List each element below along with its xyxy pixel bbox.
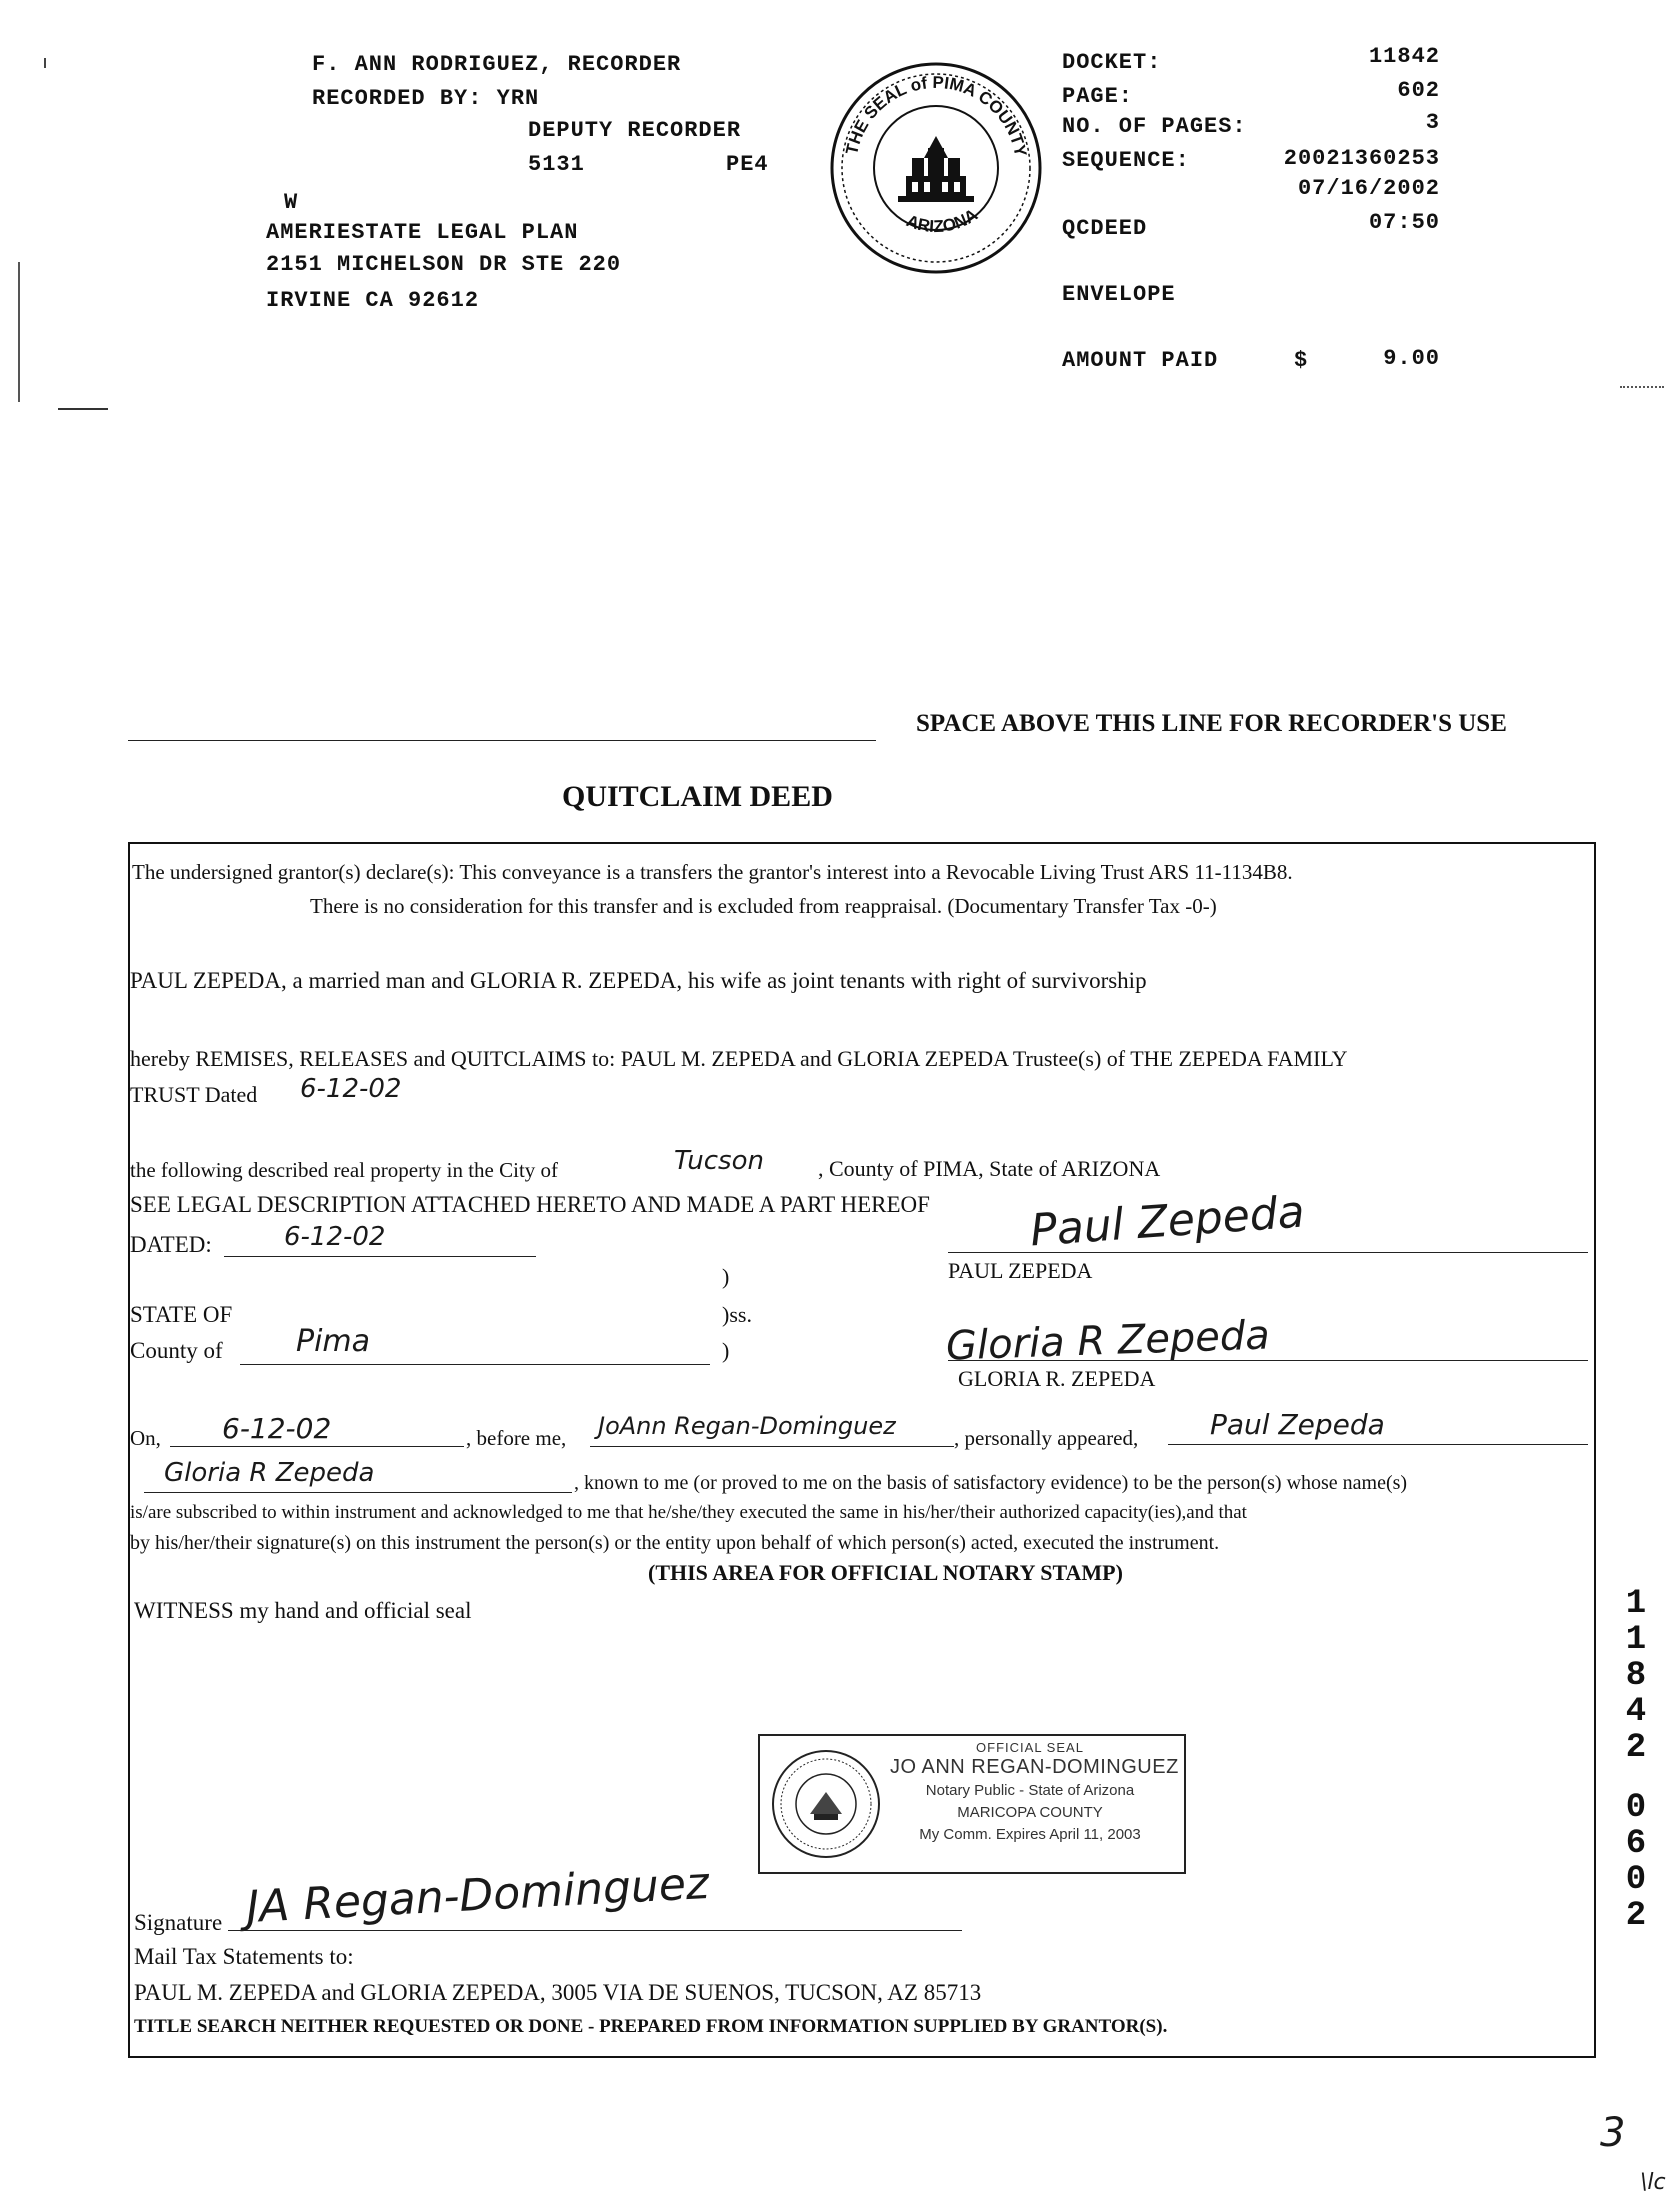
sequence-value: 20021360253 [1283, 146, 1440, 171]
docket-label: DOCKET: [1062, 50, 1162, 75]
notary-name-hand: JoAnn Regan-Dominguez [598, 1412, 896, 1440]
on-date-hand: 6-12-02 [222, 1412, 332, 1445]
stamp-official-seal: OFFICIAL SEAL [976, 1740, 1084, 1755]
appeared-line-2 [144, 1492, 572, 1493]
side-digit: 2 [1625, 1897, 1647, 1935]
page-label: PAGE: [1062, 84, 1134, 109]
on-date-line [170, 1446, 464, 1447]
stamp-county: MARICOPA COUNTY [957, 1804, 1103, 1821]
page-value: 602 [1397, 78, 1440, 103]
signature-paul: Paul Zepeda [1028, 1186, 1307, 1257]
before-me-label: , before me, [466, 1426, 567, 1450]
appeared-hand-2: Gloria R Zepeda [164, 1458, 375, 1488]
page-mark: 3 [1600, 2110, 1626, 2156]
recorder-code-1: 5131 [528, 152, 585, 177]
signature-text: by his/her/their signature(s) on this instrument the person(s) or the entity upon behalf of which person(s) acted, executed the instrument. [130, 1532, 1220, 1554]
remises-line: hereby REMISES, RELEASES and QUITCLAIMS to: PAUL M. ZEPEDA and GLORIA ZEPEDA Trustee(s) of THE ZEPEDA FAMILY [130, 1046, 1348, 1071]
return-city: IRVINE CA 92612 [266, 288, 480, 313]
side-digit: 0 [1625, 1789, 1647, 1827]
before-me-line [590, 1446, 954, 1447]
mail-address: PAUL M. ZEPEDA and GLORIA ZEPEDA, 3005 VIA DE SUENOS, TUCSON, AZ 85713 [134, 1980, 982, 2005]
signature-gloria: Gloria R Zepeda [945, 1312, 1271, 1370]
pima-county-seal [826, 58, 1046, 278]
county-line [240, 1364, 710, 1365]
signature-label: Signature [134, 1910, 223, 1935]
stamp-expires: My Comm. Expires April 11, 2003 [919, 1826, 1141, 1843]
side-digit: 0 [1625, 1861, 1647, 1899]
dated-label: DATED: [130, 1232, 212, 1257]
subscribed-text: is/are subscribed to within instrument and acknowledged to me that he/she/they executed the same in his/her/their authorized capacity(ies),and that [130, 1502, 1247, 1523]
trust-dated-label: TRUST Dated [130, 1082, 258, 1107]
notary-stamp [758, 1734, 1186, 1874]
side-digit: 2 [1625, 1729, 1647, 1767]
scan-mark-left [18, 262, 20, 402]
recorder-use-line [128, 740, 876, 741]
pages-label: NO. OF PAGES: [1062, 114, 1247, 139]
amount-value: 9.00 [1383, 346, 1440, 371]
recorded-by: RECORDED BY: YRN [312, 86, 540, 111]
side-digit: 6 [1625, 1825, 1647, 1863]
seal-text-top: THE SEAL of PIMA COUNTY [842, 72, 1031, 159]
sequence-label: SEQUENCE: [1062, 148, 1190, 173]
paren-1: ) [722, 1264, 730, 1289]
stamp-area-label: (THIS AREA FOR OFFICIAL NOTARY STAMP) [648, 1560, 1123, 1585]
legal-description: SEE LEGAL DESCRIPTION ATTACHED HERETO AND MADE A PART HEREOF [130, 1192, 930, 1217]
signer2-line [948, 1360, 1588, 1361]
corner-mark: \lc [1640, 2170, 1666, 2195]
side-digit: 8 [1625, 1657, 1647, 1695]
deed-title: QUITCLAIM DEED [562, 780, 833, 813]
dated-hand: 6-12-02 [284, 1222, 386, 1252]
side-docket-stamp [1616, 1586, 1656, 1934]
paren-2: ) [722, 1338, 730, 1363]
property-prefix: the following described real property in the City of [130, 1158, 559, 1182]
declare-line-2: There is no consideration for this transfer and is excluded from reappraisal. (Documentary Transfer Tax -0-) [310, 894, 1217, 918]
return-street: 2151 MICHELSON DR STE 220 [266, 252, 622, 277]
amount-label: AMOUNT PAID [1062, 348, 1219, 373]
scan-mark-dash [58, 408, 108, 410]
signature-line [228, 1930, 962, 1931]
doc-type: QCDEED [1062, 216, 1148, 241]
property-suffix: , County of PIMA, State of ARIZONA [818, 1156, 1161, 1181]
city-hand: Tucson [674, 1146, 764, 1176]
letter-w: W [284, 190, 299, 215]
signer1-name: PAUL ZEPEDA [948, 1258, 1093, 1283]
recorder-code-2: PE4 [726, 152, 769, 177]
stamp-name: JO ANN REGAN-DOMINGUEZ [890, 1756, 1179, 1778]
declare-line-1: The undersigned grantor(s) declare(s): This conveyance is a transfers the grantor's interest into a Revocable Living Trust ARS 11-1134B8. [132, 860, 1293, 884]
docket-value: 11842 [1368, 44, 1440, 69]
seal-text-bottom: ARIZONA [903, 205, 981, 237]
known-text: , known to me (or proved to me on the basis of satisfactory evidence) to be the person(s) whose name(s) [574, 1472, 1408, 1494]
stamp-title: Notary Public - State of Arizona [925, 1782, 1135, 1799]
recorder-use-label: SPACE ABOVE THIS LINE FOR RECORDER'S USE [916, 710, 1507, 737]
dated-line [224, 1256, 536, 1257]
ss-label: )ss. [722, 1302, 752, 1327]
scan-mark-top [44, 58, 46, 68]
side-digit: 1 [1625, 1621, 1647, 1659]
county-hand: Pima [296, 1324, 371, 1359]
record-date: 07/16/2002 [1297, 176, 1440, 201]
pages-value: 3 [1425, 110, 1440, 135]
return-name: AMERIESTATE LEGAL PLAN [266, 220, 579, 245]
recorder-name: F. ANN RODRIGUEZ, RECORDER [312, 52, 682, 77]
grantor-line: PAUL ZEPEDA, a married man and GLORIA R. ZEPEDA, his wife as joint tenants with right of survivorship [130, 968, 1147, 993]
side-digit: 1 [1625, 1585, 1647, 1623]
on-label: On, [130, 1426, 161, 1450]
appeared-line [1168, 1444, 1588, 1445]
appeared-label: , personally appeared, [954, 1426, 1139, 1450]
signature-notary: JA Regan-Dominguez [244, 1857, 711, 1934]
signer2-name: GLORIA R. ZEPEDA [958, 1366, 1156, 1391]
arizona-state-seal-icon [770, 1748, 882, 1860]
record-time: 07:50 [1368, 210, 1440, 235]
currency-symbol: $ [1294, 348, 1309, 373]
title-search-text: TITLE SEARCH NEITHER REQUESTED OR DONE - PREPARED FROM INFORMATION SUPPLIED BY GRANTOR(S). [134, 2016, 1168, 2037]
mail-label: Mail Tax Statements to: [134, 1944, 354, 1969]
signer1-line [948, 1252, 1588, 1253]
deputy-recorder: DEPUTY RECORDER [528, 118, 742, 143]
scan-mark-right [1620, 386, 1664, 388]
side-digit: 4 [1625, 1693, 1647, 1731]
county-label: County of [130, 1338, 223, 1363]
deed-box [128, 842, 1596, 2058]
appeared-hand-1: Paul Zepeda [1210, 1408, 1385, 1441]
trust-dated-hand: 6-12-02 [300, 1074, 402, 1104]
envelope-label: ENVELOPE [1062, 282, 1176, 307]
state-label: STATE OF [130, 1302, 233, 1327]
witness-text: WITNESS my hand and official seal [134, 1598, 472, 1623]
